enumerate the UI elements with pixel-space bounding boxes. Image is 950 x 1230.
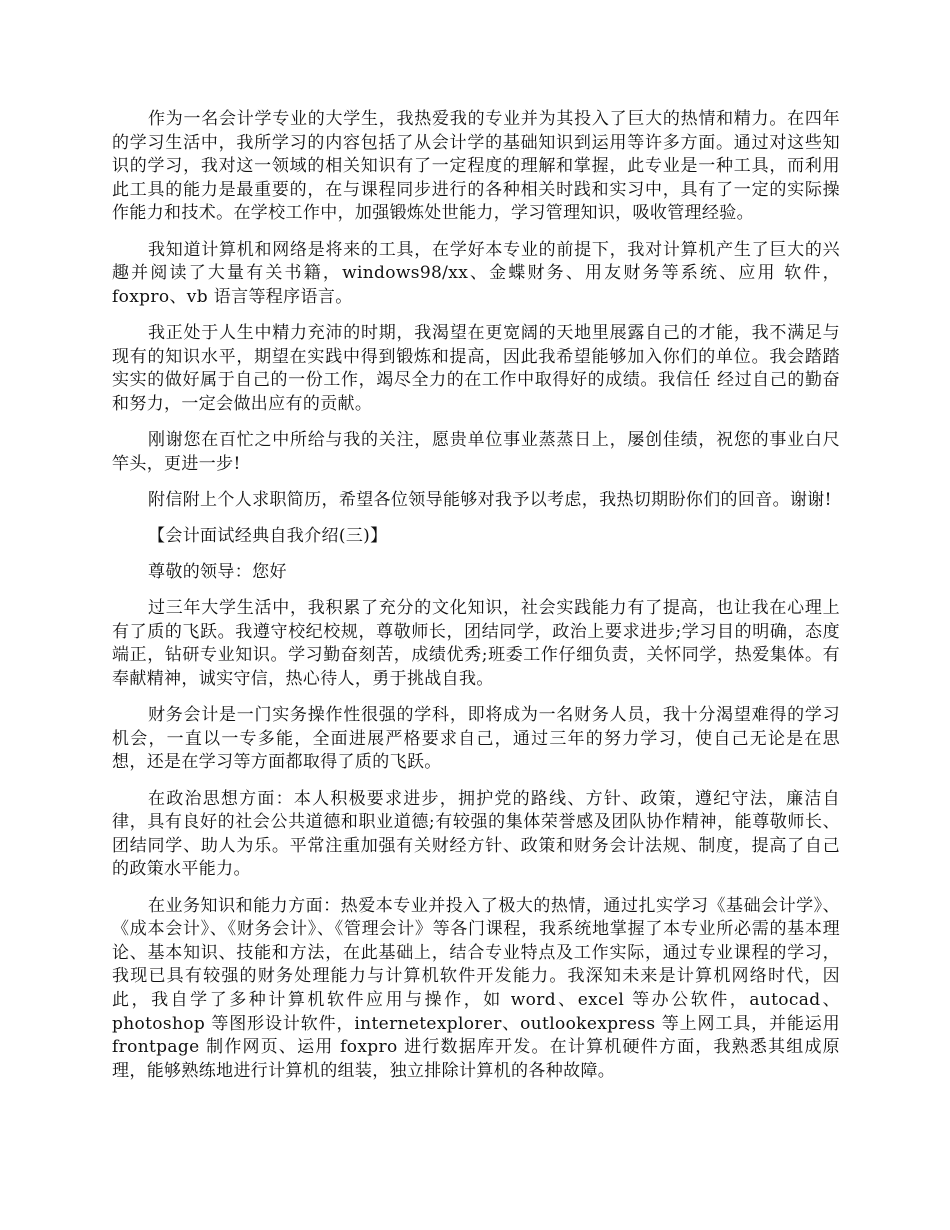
paragraph-aspiration: 我正处于人生中精力充沛的时期，我渴望在更宽阔的天地里展露自己的才能，我不满足与现有的知识水平，期望在实践中得到锻炼和提高，因此我希望能够加入你们的单位。我会踏踏实实的做好属于自己的一份工作，竭尽全力的在工作中取得好的成绩。我信任 经过自己的勤奋和努力，一定会做出应有的贡献。 <box>112 322 840 414</box>
salutation: 尊敬的领导：您好 <box>148 562 287 583</box>
section-title: 【会计面试经典自我介绍(三)】 <box>148 525 388 546</box>
paragraph-closing: 附信附上个人求职简历，希望各位领导能够对我予以考虑，我热切期盼你们的回音。谢谢! <box>148 489 832 510</box>
document-body <box>112 108 840 1096</box>
paragraph-intro: 作为一名会计学专业的大学生，我热爱我的专业并为其投入了巨大的热情和精力。在四年的学习生活中，我所学习的内容包括了从会计学的基础知识到运用等许多方面。通过对这些知识的学习，我对这一领域的相关知识有了一定程度的理解和掌握，此专业是一种工具，而利用此工具的能力是最重要的，在与课程同步进行的各种相关时践和实习中，具有了一定的实际操作能力和技术。在学校工作中，加强锻炼处世能力，学习管理知识，吸收管理经验。 <box>112 109 840 224</box>
paragraph-political: 在政治思想方面：本人积极要求进步，拥护党的路线、方针、政策，遵纪守法，廉洁自律，具有良好的社会公共道德和职业道德;有较强的集体荣誉感及团队协作精神，能尊敬师长、团结同学、助人为乐。平常注重加强有关财经方针、政策和财务会计法规、制度，提高了自己的政策水平能力。 <box>112 788 840 880</box>
paragraph-computer-skills: 我知道计算机和网络是将来的工具，在学好本专业的前提下，我对计算机产生了巨大的兴趣并阅读了大量有关书籍，windows98/xx、金蝶财务、用友财务等系统、应用 软件，foxpro、vb 语言等程序语言。 <box>112 239 840 307</box>
paragraph-thanks: 刚谢您在百忙之中所给与我的关注，愿贵单位事业蒸蒸日上，屡创佳绩，祝您的事业白尺竿头，更进一步! <box>112 429 840 474</box>
paragraph-accounting: 财务会计是一门实务操作性很强的学科，即将成为一名财务人员，我十分渴望难得的学习机会，一直以一专多能，全面进展严格要求自己，通过三年的努力学习，使自己无论是在思想，还是在学习等方面都取得了质的飞跃。 <box>112 705 840 773</box>
paragraph-college-life: 过三年大学生活中，我积累了充分的文化知识，社会实践能力有了提高，也让我在心理上有了质的飞跃。我遵守校纪校规，尊敬师长，团结同学，政治上要求进步;学习目的明确，态度端正，钻研专业知识。学习勤奋刻苦，成绩优秀;班委工作仔细负责，关怀同学，热爱集体。有奉献精神，诚实守信，热心待人，勇于挑战自我。 <box>112 598 840 690</box>
paragraph-professional: 在业务知识和能力方面：热爱本专业并投入了极大的热情，通过扎实学习《基础会计学》、《成本会计》、《财务会计》、《管理会计》等各门课程，我系统地掌握了本专业所必需的基本理论、基本知识、技能和方法，在此基础上，结合专业特点及工作实际，通过专业课程的学习，我现已具有较强的财务处理能力与计算机软件开发能力。我深知未来是计算机网络时代，因此，我自学了多种计算机软件应用与操作，如 word、excel 等办公软件，autocad、 photoshop 等图形设计软件，internetexplorer、outlookexpress 等上网工具，并能运用 frontpage 制作网页、运用 foxpro 进行数据库开发。在计算机硬件方面，我熟悉其组成原理，能够熟练地进行计算机的组装，独立排除计算机的各种故障。 <box>112 895 840 1081</box>
